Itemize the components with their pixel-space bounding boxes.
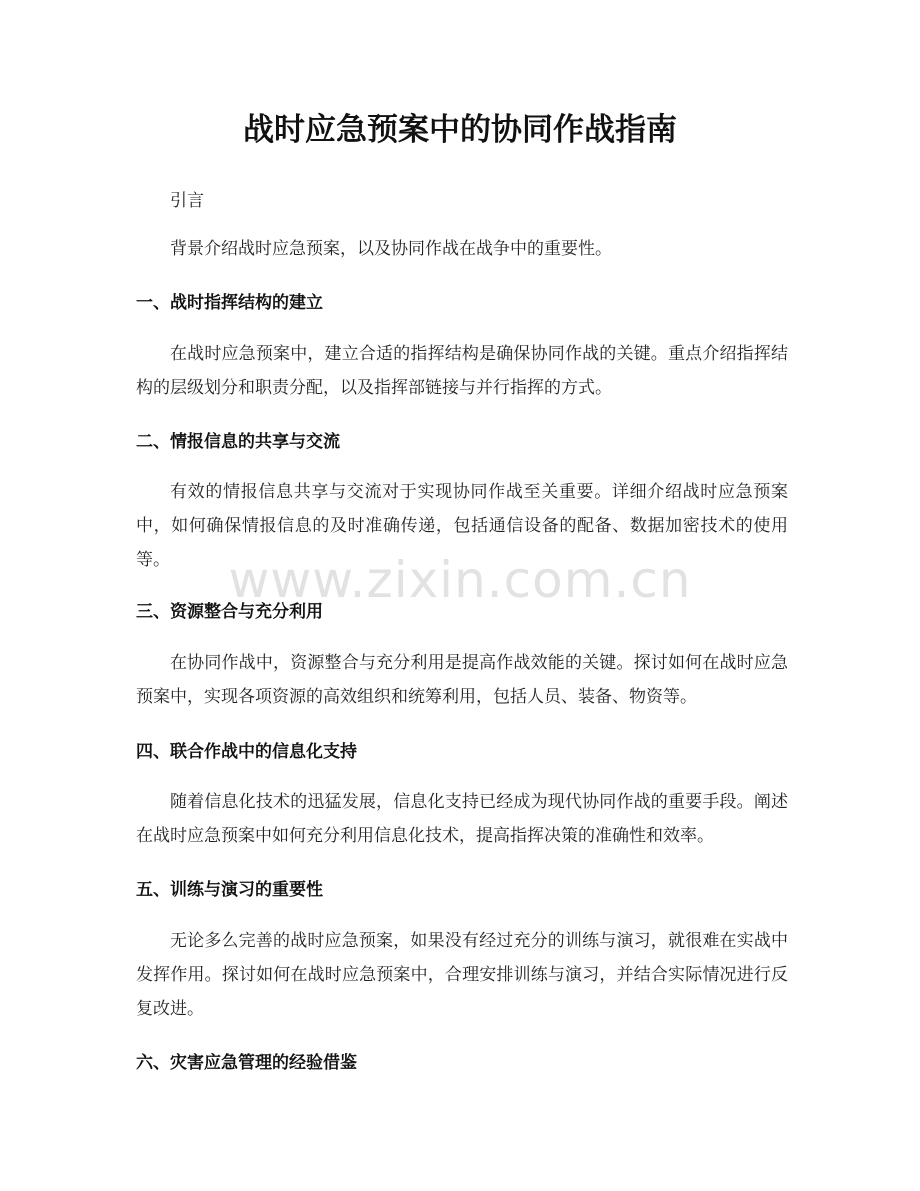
section-heading-1: 一、战时指挥结构的建立 (136, 293, 323, 313)
section-body-2: 有效的情报信息共享与交流对于实现协同作战至关重要。详细介绍战时应急预案中，如何确保情报信息的及时准确传递，包括通信设备的配备、数据加密技术的使用等。 (136, 482, 788, 570)
section-body-4: 随着信息化技术的迅猛发展，信息化支持已经成为现代协同作战的重要手段。阐述在战时应急预案中如何充分利用信息化技术，提高指挥决策的准确性和效率。 (136, 792, 788, 846)
section-body-5: 无论多么完善的战时应急预案，如果没有经过充分的训练与演习，就很难在实战中发挥作用。探讨如何在战时应急预案中，合理安排训练与演习，并结合实际情况进行反复改进。 (136, 931, 788, 1019)
section-heading-2: 二、情报信息的共享与交流 (136, 432, 340, 452)
document-title: 战时应急预案中的协同作战指南 (243, 112, 677, 148)
section-heading-3: 三、资源整合与充分利用 (136, 602, 323, 622)
section-heading-4: 四、联合作战中的信息化支持 (136, 742, 357, 762)
intro-label: 引言 (170, 191, 204, 211)
section-body-3: 在协同作战中，资源整合与充分利用是提高作战效能的关键。探讨如何在战时应急预案中，实现各项资源的高效组织和统筹利用，包括人员、装备、物资等。 (136, 653, 788, 707)
intro-paragraph: 背景介绍战时应急预案，以及协同作战在战争中的重要性。 (170, 239, 612, 259)
section-body-1: 在战时应急预案中，建立合适的指挥结构是确保协同作战的关键。重点介绍指挥结构的层级划分和职责分配，以及指挥部链接与并行指挥的方式。 (136, 344, 788, 398)
section-heading-6: 六、灾害应急管理的经验借鉴 (136, 1053, 357, 1073)
section-heading-5: 五、训练与演习的重要性 (136, 880, 323, 900)
watermark-text: www.zixin.com.cn (228, 551, 692, 609)
